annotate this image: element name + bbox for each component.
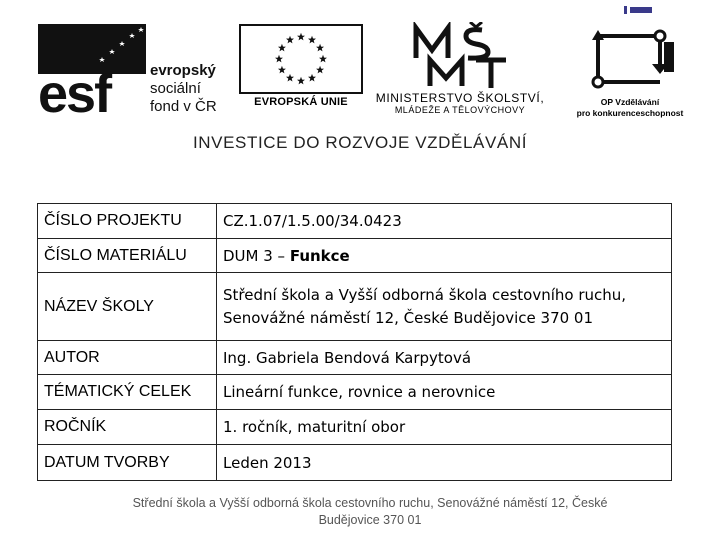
row-value	[217, 410, 672, 445]
op-line-1: OP Vzdělávání	[600, 97, 660, 107]
row-value	[217, 341, 672, 375]
row-value	[217, 239, 672, 273]
corner-mark-icon	[624, 6, 652, 14]
esf-caption	[150, 62, 217, 116]
project-info-table	[37, 203, 672, 481]
row-value-text: DUM 3 –	[223, 246, 290, 265]
op-logo-icon	[590, 26, 676, 92]
op-line-2: pro konkurenceschopnost	[576, 108, 684, 118]
row-key: ROČNÍK	[38, 410, 217, 445]
op-caption	[560, 97, 700, 119]
eu-caption: EVROPSKÁ UNIE	[254, 96, 348, 108]
row-key: TÉMATICKÝ CELEK	[38, 375, 217, 410]
footer-line-2: Budějovice 370 01	[318, 513, 422, 527]
row-value-text: Střední škola a Vyšší odborná škola cestovního ruchu, Senovážné náměstí 12, České Budějovice 370 01	[223, 285, 627, 327]
row-value-text: Lineární funkce, rovnice a nerovnice	[223, 383, 496, 401]
msmt-line-2: MLÁDEŽE A TĚLOVÝCHOVY	[394, 105, 526, 115]
row-key: ČÍSLO MATERIÁLU	[38, 239, 217, 273]
row-value	[217, 375, 672, 410]
svg-text:esf: esf	[38, 64, 111, 114]
table-row	[38, 273, 672, 341]
table-row	[38, 239, 672, 273]
msmt-line-1: MINISTERSTVO ŠKOLSTVÍ,	[375, 91, 545, 105]
table-row	[38, 375, 672, 410]
row-value-text: Leden 2013	[223, 453, 312, 472]
msmt-caption	[358, 92, 562, 116]
tagline: INVESTICE DO ROZVOJE VZDĚLÁVÁNÍ	[192, 133, 528, 152]
esf-logo-icon	[38, 24, 146, 114]
row-value-text: Ing. Gabriela Bendová Karpytová	[223, 348, 472, 367]
table-row	[38, 341, 672, 375]
row-value-bold: Funkce	[289, 246, 350, 265]
row-value	[217, 445, 672, 481]
table-row	[38, 410, 672, 445]
table-row	[38, 445, 672, 481]
row-key: DATUM TVORBY	[38, 445, 217, 481]
row-value-text: CZ.1.07/1.5.00/34.0423	[223, 212, 402, 230]
esf-line-1: evropský	[150, 62, 216, 79]
table-row	[38, 204, 672, 239]
eu-flag-icon	[239, 24, 363, 94]
esf-line-3: fond v ČR	[150, 98, 217, 115]
msmt-logo-icon	[410, 22, 510, 90]
row-value-text: 1. ročník, maturitní obor	[223, 418, 406, 436]
footer-line-1: Střední škola a Vyšší odborná škola cestovního ruchu, Senovážné náměstí 12, České	[132, 496, 608, 510]
row-key: NÁZEV ŠKOLY	[38, 273, 217, 341]
row-value	[217, 204, 672, 239]
row-key: ČÍSLO PROJEKTU	[38, 204, 217, 239]
logo-banner	[0, 0, 720, 130]
esf-line-2: sociální	[150, 80, 201, 97]
row-value	[217, 273, 672, 341]
row-key: AUTOR	[38, 341, 217, 375]
footer	[60, 495, 680, 529]
